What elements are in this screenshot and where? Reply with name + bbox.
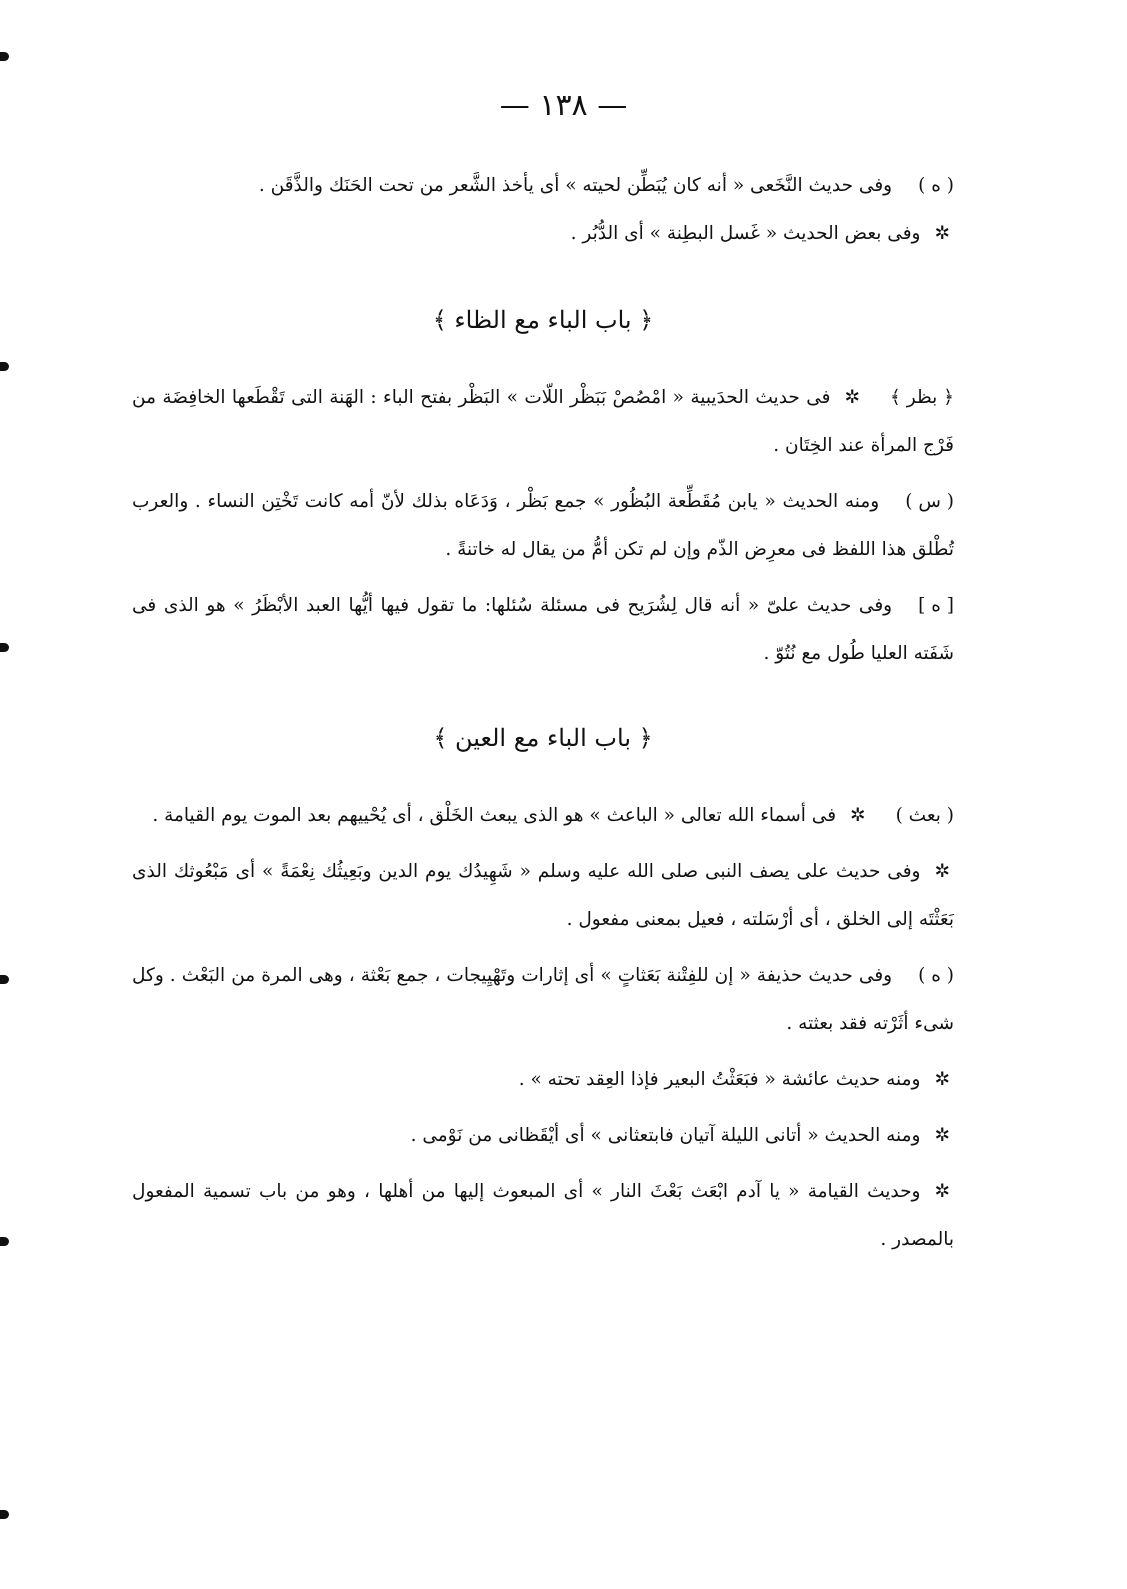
section-heading: ﴿ باب الباء مع الظاء ﴾ xyxy=(432,306,654,334)
edge-mark xyxy=(0,975,9,984)
entry-text: ومنه الحديث « يابن مُقَطِّعة البُظُور » جمع بَظْر ، وَدَعَاه بذلك لأنّ أمه كانت تَخْتِن النساء . والعرب تُطْلق هذا اللفظ فى معرِض الذّم وإن لم تكن أمُّ من يقال له خاتنةً . xyxy=(132,491,954,560)
entry-paragraph xyxy=(132,374,954,470)
entry-text: وفى بعض الحديث « غَسل البطِنة » أى الدُّبُر . xyxy=(570,223,921,244)
star-marker: ✲ xyxy=(934,223,950,244)
entry-text: وفى حديث حذيفة « إن للفِتْنة بَعَثاتٍ » أى إثارات وتَهْيِيجات ، جمع بَعْثة ، وهى المرة من البَعْث . وكل شىء أثَرْته فقد بعثته . xyxy=(132,965,954,1034)
source-marker: ( س ) xyxy=(905,491,954,512)
star-marker: ✲ xyxy=(934,1181,950,1202)
source-marker: ( ه ) xyxy=(918,175,954,196)
star-marker: ✲ xyxy=(934,1125,950,1146)
entry-text: وفى حديث على يصف النبى صلى الله عليه وسلم « شَهِيدُك يوم الدين وبَعِيثُك نِعْمَةً » أى مَبْعُوثك الذى بَعَثْتَه إلى الخلق ، أى أرْسَلته ، فعيل بمعنى مفعول . xyxy=(132,861,954,930)
star-marker: ✲ xyxy=(934,861,950,882)
entry-text: وفى حديث النَّخَعى « أنه كان يُبَطِّن لحيته » أى يأخذ الشَّعر من تحت الحَنَك والذَّقَن . xyxy=(258,175,893,196)
entry-text: فى أسماء الله تعالى « الباعث » هو الذى يبعث الخَلْق ، أى يُحْييهم بعد الموت يوم القيامة . xyxy=(152,805,837,826)
source-marker: [ ه ] xyxy=(918,595,954,616)
entry-text: ومنه حديث عائشة « فبَعَثْتُ البعير فإذا العِقد تحته » . xyxy=(518,1069,921,1090)
root-word: ﴿ بظر ﴾ xyxy=(890,387,954,408)
entry-paragraph xyxy=(132,1056,954,1104)
edge-mark xyxy=(0,362,9,371)
edge-mark xyxy=(0,643,9,652)
star-marker: ✲ xyxy=(844,387,861,408)
entry-paragraph xyxy=(132,210,954,258)
entry-paragraph xyxy=(132,478,954,574)
entry-paragraph xyxy=(132,1168,954,1264)
entry-text: فى حديث الحدَيبية « امْصُصْ بَبَظْر اللّات » البَظْر بفتح الباء : الهَنة التى تَقْطَعها الخافِضَة من فَرْج المرأة عند الخِتَان . xyxy=(132,387,954,456)
entry-paragraph xyxy=(132,162,954,210)
entry-paragraph xyxy=(132,582,954,678)
edge-mark xyxy=(0,52,9,61)
entry-paragraph xyxy=(132,952,954,1048)
entry-paragraph xyxy=(132,792,954,840)
edge-mark xyxy=(0,1510,9,1519)
page-number: — ١٣٨ — xyxy=(499,88,628,123)
entry-text: وحديث القيامة « يا آدم ابْعَث بَعْثَ النار » أى المبعوث إليها من أهلها ، وهو من باب تسمية المفعول بالمصدر . xyxy=(132,1181,954,1250)
page-body xyxy=(132,162,954,1264)
star-marker: ✲ xyxy=(850,805,866,826)
root-word: ( بعث ) xyxy=(895,805,954,826)
source-marker: ( ه ) xyxy=(918,965,954,986)
edge-mark xyxy=(0,1237,9,1246)
entry-paragraph xyxy=(132,1112,954,1160)
star-marker: ✲ xyxy=(934,1069,950,1090)
entry-paragraph xyxy=(132,848,954,944)
entry-text: وفى حديث علىّ « أنه قال لِشُرَيح فى مسئلة سُئلها: ما تقول فيها أيُّها العبد الأبْظَرُ » هو الذى فى شَفَته العليا طُول مع نُتُوّ . xyxy=(132,595,954,664)
entry-text: ومنه الحديث « أتانى الليلة آتيان فابتعثانى » أى أيْقَظانى من نَوْمى . xyxy=(410,1125,921,1146)
section-heading: ﴿ باب الباء مع العين ﴾ xyxy=(433,724,653,752)
